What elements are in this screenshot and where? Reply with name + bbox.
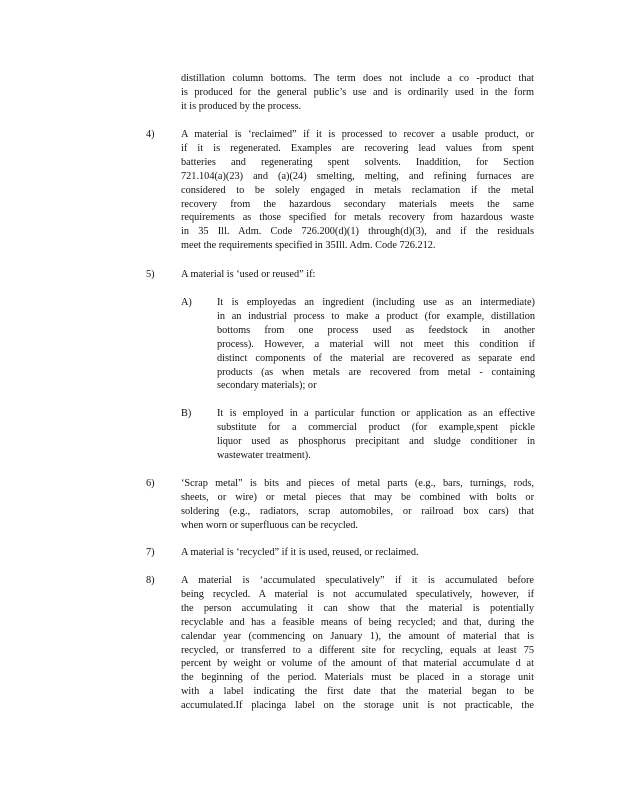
text-line: A material is ‘accumulated speculatively” if it is accumulated before (181, 575, 534, 586)
text-line: 721.104(a)(23) and (a)(24) smelting, melting, and refining furnaces are (181, 170, 534, 182)
text-line: A material is ‘reclaimed” if it is processed to recover a usable product, or (181, 129, 534, 140)
item-4-number: 4) (146, 129, 155, 140)
text-line: in 35 Ill. Adm. Code 726.200(d)(1) through(d)(3), and if the residuals (181, 226, 534, 238)
text-line: soldering (e.g., radiators, scrap automobiles, or railroad box cars) that (181, 505, 534, 517)
text-line: with a label indicating the first date that the material began to be (181, 686, 534, 698)
text-line: A material is ‘recycled” if it is used, reused, or reclaimed. (181, 547, 419, 558)
item-7-number: 7) (146, 547, 155, 558)
text-line: considered to be solely engaged in metals reclamation if the metal (181, 184, 534, 196)
item-5-number: 5) (146, 269, 155, 280)
text-line: recycled, or transferred to a different site for recycling, equals at least 75 (181, 644, 534, 656)
item-8-paragraph (181, 574, 534, 713)
text-line: It is employed in a particular function or application as an effective (217, 408, 535, 419)
text-line: is produced for the general public’s use and is ordinarily used in the form (181, 86, 534, 98)
text-line: it is produced by the process. (181, 100, 302, 112)
text-line: in an industrial process to make a product (for example, distillation (217, 310, 535, 322)
text-line: the beginning of the period. Materials must be placed in a storage unit (181, 672, 534, 684)
text-line: percent by weight or volume of the amount of that material accumulate d at (181, 658, 534, 670)
text-line: the person accumulating it can show that the material is potentially (181, 602, 534, 614)
text-line: sheets, or wire) or metal pieces that may be combined with bolts or (181, 491, 534, 503)
subitem-a-letter: A) (181, 297, 192, 308)
continuation-paragraph (181, 72, 534, 114)
text-line: accumulated.If placinga label on the storage unit is not practicable, the (181, 700, 534, 712)
item-5-intro (181, 268, 534, 282)
text-line: process). However, a material will not meet this condition if (217, 338, 535, 350)
subitem-b-paragraph (217, 407, 535, 463)
text-line: A material is ‘used or reused” if: (181, 269, 316, 280)
item-6-number: 6) (146, 478, 155, 489)
text-line: ‘Scrap metal” is bits and pieces of metal parts (e.g., bars, turnings, rods, (181, 478, 534, 489)
subitem-b-letter: B) (181, 408, 192, 419)
text-line: being recycled. A material is not accumulated speculatively, however, if (181, 588, 534, 600)
item-4-paragraph (181, 128, 534, 253)
text-line: products (as when metals are recovered from metal - containing (217, 366, 535, 378)
text-line: when worn or superfluous can be recycled. (181, 519, 358, 531)
text-line: recyclable and has a feasible means of being recycled; and that, during the (181, 616, 534, 628)
text-line: batteries and regenerating spent solvents. Inaddition, for Section (181, 156, 534, 168)
text-line: if it is regenerated. Examples are recovering lead values from spent (181, 142, 534, 154)
text-line: wastewater treatment). (217, 449, 311, 461)
text-line: calendar year (commencing on January 1), the amount of material that is (181, 630, 534, 642)
text-line: requirements as those specified for metals recovery from hazardous waste (181, 212, 534, 224)
text-line: distinct components of the material are recovered as separate end (217, 352, 535, 364)
text-line: secondary materials); or (217, 380, 317, 392)
text-line: liquor used as phosphorus precipitant and sludge conditioner in (217, 435, 535, 447)
subitem-a-paragraph (217, 296, 535, 393)
item-6-paragraph (181, 477, 534, 533)
text-line: distillation column bottoms. The term does not include a co -product that (181, 73, 534, 84)
item-8-number: 8) (146, 575, 155, 586)
item-7-paragraph (181, 546, 534, 560)
text-line: substitute for a commercial product (for example,spent pickle (217, 421, 535, 433)
text-line: recovery from the hazardous secondary materials meets the same (181, 198, 534, 210)
text-line: bottoms from one process used as feedstock in another (217, 324, 535, 336)
text-line: meet the requirements specified in 35Ill. Adm. Code 726.212. (181, 240, 436, 252)
text-line: It is employedas an ingredient (including use as an intermediate) (217, 297, 535, 308)
